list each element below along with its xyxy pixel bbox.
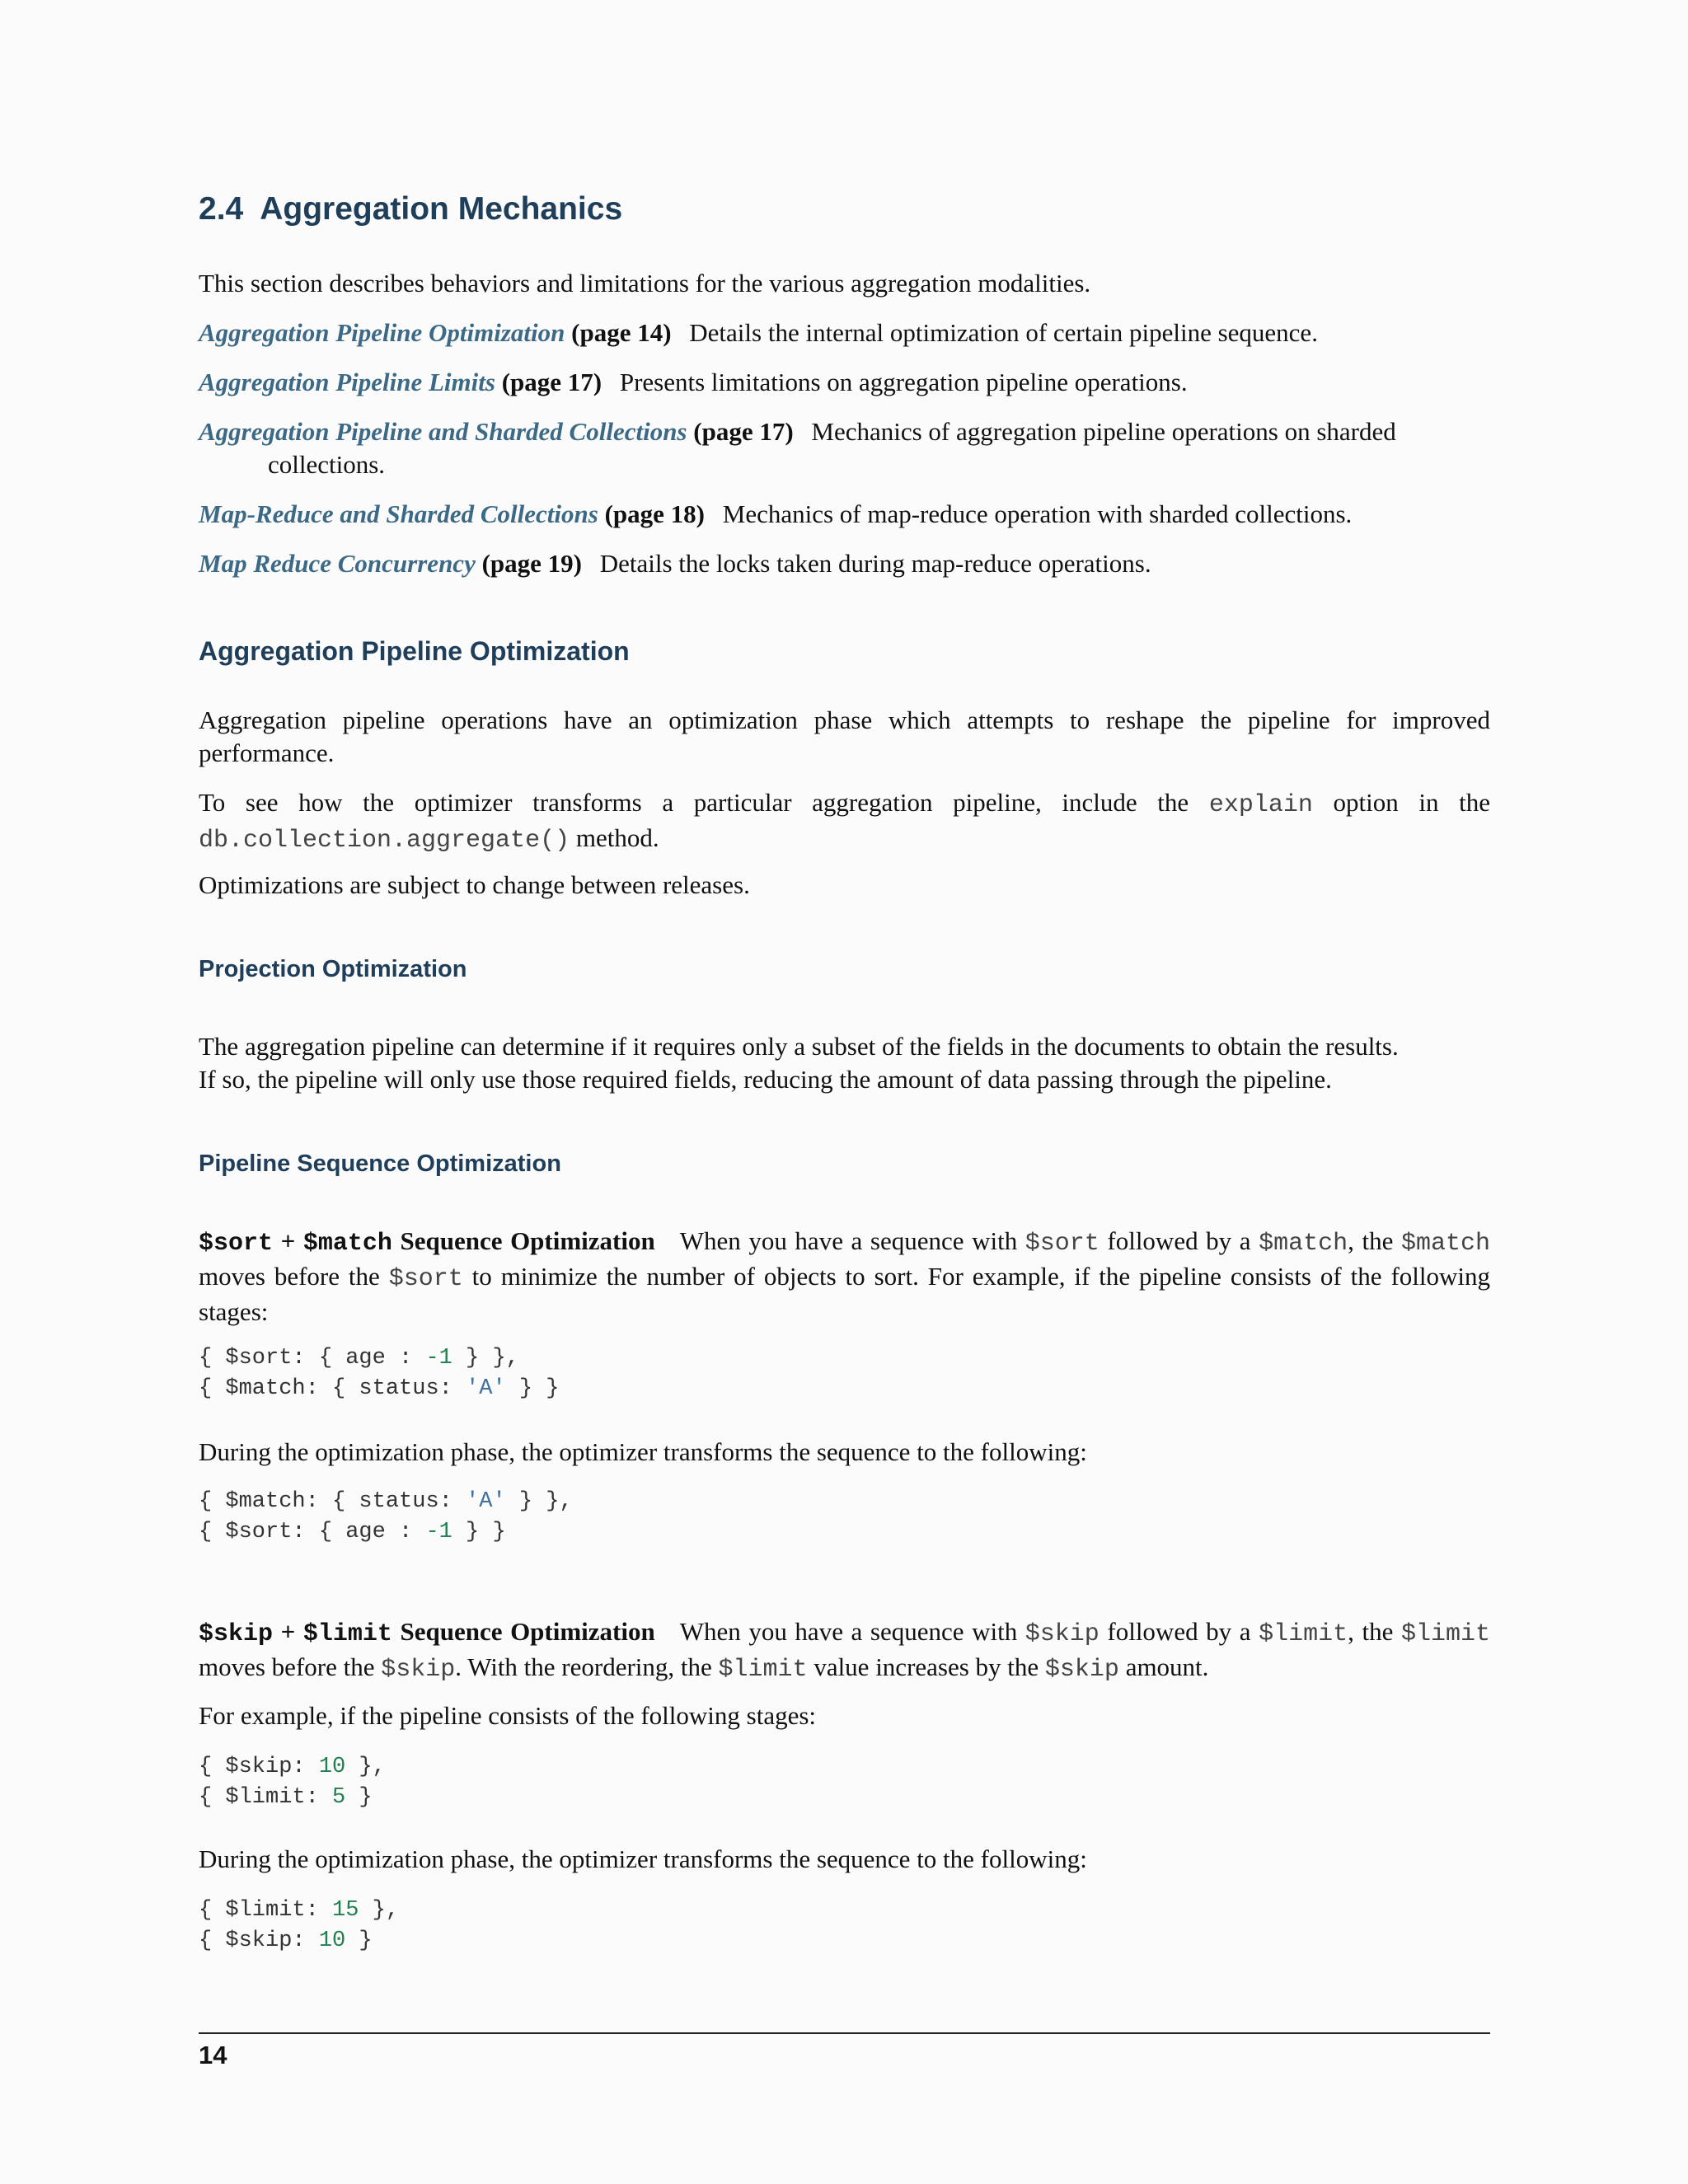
code-string-literal: 'A' [466,1376,506,1401]
code-text: { $match: { status: [199,1376,467,1401]
page-number: 14 [199,2041,227,2069]
skip-limit-paragraph [199,1615,1490,1686]
section-number: 2.4 [199,191,244,227]
toc-item [199,366,1490,399]
toc-page-ref: (page 18) [604,499,705,528]
text: to minimize the number of objects to sort. For example, if the pipeline consists of [462,1262,1342,1291]
code-text: } } [505,1376,560,1401]
code-sort: $sort [388,1265,463,1293]
code-limit: $limit [1259,1620,1348,1648]
code-text: } }, [452,1346,519,1371]
skip-limit-example-paragraph: For example, if the pipeline consists of the following stages: [199,1701,817,1730]
text: followed by a [1099,1226,1259,1255]
code-limit: $limit [718,1656,808,1684]
toc-link-mapreduce-concurrency[interactable]: Map Reduce Concurrency [199,549,476,578]
code-block-skip-limit-before [199,1752,386,1813]
text: + [273,1226,303,1255]
subsection-heading-optimization: Aggregation Pipeline Optimization [199,636,630,666]
text: When you have a sequence with [679,1617,1025,1646]
sequence-heading: Pipeline Sequence Optimization [199,1151,561,1177]
code-match: $match [1400,1230,1490,1258]
skip-limit-title [199,1617,655,1646]
code-text: } [345,1785,373,1810]
code-text: { $limit: [199,1898,333,1923]
text: value increases by the [807,1652,1045,1681]
toc-description: Details the internal optimization of certain pipeline sequence. [689,318,1318,347]
text: amount. [1118,1652,1209,1681]
code-limit: $limit [302,1620,392,1648]
section-heading [199,191,622,227]
code-text: }, [359,1898,400,1923]
sort-match-during-paragraph: During the optimization phase, the optimizer transforms the sequence to the following: [199,1437,1087,1466]
code-line [199,1489,573,1514]
toc-page-ref: (page 19) [481,549,582,578]
text: When you have a sequence with [679,1226,1025,1255]
code-match: $match [1259,1230,1348,1258]
toc-item [199,498,1490,531]
code-explain: explain [1208,791,1313,819]
text: , the [1348,1226,1394,1255]
code-line [199,1520,506,1544]
text: moves before the [199,1262,389,1291]
projection-paragraph [199,1030,1490,1096]
sort-match-paragraph [199,1225,1490,1329]
document-page [199,0,1490,2184]
code-string-literal: 'A' [466,1489,506,1514]
code-text: { $skip: [199,1929,319,1953]
projection-heading: Projection Optimization [199,956,467,982]
code-line [199,1376,559,1401]
text: The aggregation pipeline can determine if it requires only a subset of the fields in the documents to obtain the results. [199,1032,1399,1061]
code-limit: $limit [1400,1620,1490,1648]
code-text: { $sort: { age : [199,1520,426,1544]
code-line [199,1929,373,1953]
code-number-literal: 15 [332,1898,359,1923]
toc-description: Presents limitations on aggregation pipeline operations. [619,368,1188,396]
code-sort: $sort [199,1230,274,1258]
explain-paragraph [199,786,1490,857]
toc-description: Mechanics of aggregation pipeline operations on sharded [811,417,1396,446]
toc-page-ref: (page 14) [571,318,672,347]
code-line [199,1785,373,1810]
code-skip: $skip [1044,1656,1119,1684]
toc-item [199,316,1490,349]
toc-item [199,415,1490,481]
code-number-literal: 10 [318,1929,346,1953]
code-aggregate-method[interactable]: db.collection.aggregate() [199,827,570,855]
code-skip: $skip [381,1656,456,1684]
text: method. [570,823,659,852]
section-title: Aggregation Mechanics [260,191,623,227]
toc-page-ref: (page 17) [501,368,603,396]
code-line [199,1346,519,1371]
toc-description: Details the locks taken during map-reduce operations. [599,549,1151,578]
code-text: { $match: { status: [199,1489,467,1514]
toc-link-mapreduce-sharded[interactable]: Map-Reduce and Sharded Collections [199,499,598,528]
text: , the [1348,1617,1394,1646]
text: To see how the optimizer transforms a particular aggregation pipeline, include the [199,788,1209,817]
code-number-literal: -1 [425,1520,452,1544]
skip-limit-during-paragraph: During the optimization phase, the optimizer transforms the sequence to the following: [199,1844,1087,1873]
code-skip: $skip [199,1620,274,1648]
code-text: } }, [505,1489,573,1514]
code-number-literal: 5 [332,1785,346,1810]
code-block-sort-match-after [199,1487,573,1548]
footer-divider [199,2032,1490,2034]
optimization-paragraph: Aggregation pipeline operations have an optimization phase which attempts to reshape the pipeline for improved performance. [199,705,1490,767]
code-line [199,1898,399,1923]
text: followed by a [1099,1617,1259,1646]
code-number-literal: -1 [425,1346,452,1371]
text: Sequence Optimization [392,1226,655,1255]
intro-paragraph: This section describes behaviors and limitations for the various aggregation modalities. [199,269,1091,298]
text: the following stages: [199,1262,1491,1326]
code-line [199,1755,386,1779]
toc-description-continued: collections. [268,450,386,479]
code-text: }, [345,1755,386,1779]
code-sort: $sort [1025,1230,1100,1258]
code-text: { $skip: [199,1755,319,1779]
toc-link-pipeline-limits[interactable]: Aggregation Pipeline Limits [199,368,495,396]
code-block-skip-limit-after [199,1896,399,1957]
code-text: { $limit: [199,1785,333,1810]
text: If so, the pipeline will only use those required fields, reducing the amount of data passing through the pipeline. [199,1065,1332,1094]
code-number-literal: 10 [318,1755,346,1779]
code-match: $match [302,1230,392,1258]
code-text: } [345,1929,373,1953]
code-text: } } [452,1520,506,1544]
text: Sequence Optimization [392,1617,655,1646]
code-text: { $sort: { age : [199,1346,426,1371]
code-block-sort-match-before [199,1343,559,1404]
releases-paragraph: Optimizations are subject to change between releases. [199,870,750,899]
code-skip: $skip [1025,1620,1100,1648]
text: . With the reordering, the [455,1652,719,1681]
sort-match-title [199,1226,655,1258]
toc-link-pipeline-optimization[interactable]: Aggregation Pipeline Optimization [199,318,565,347]
text: moves before the [199,1652,382,1681]
text: option in the [1312,788,1490,817]
toc-description: Mechanics of map-reduce operation with sharded collections. [722,499,1353,528]
toc-link-pipeline-sharded[interactable]: Aggregation Pipeline and Sharded Collections [199,417,687,446]
toc-item [199,547,1490,580]
toc-page-ref: (page 17) [693,417,794,446]
text: + [273,1617,303,1646]
